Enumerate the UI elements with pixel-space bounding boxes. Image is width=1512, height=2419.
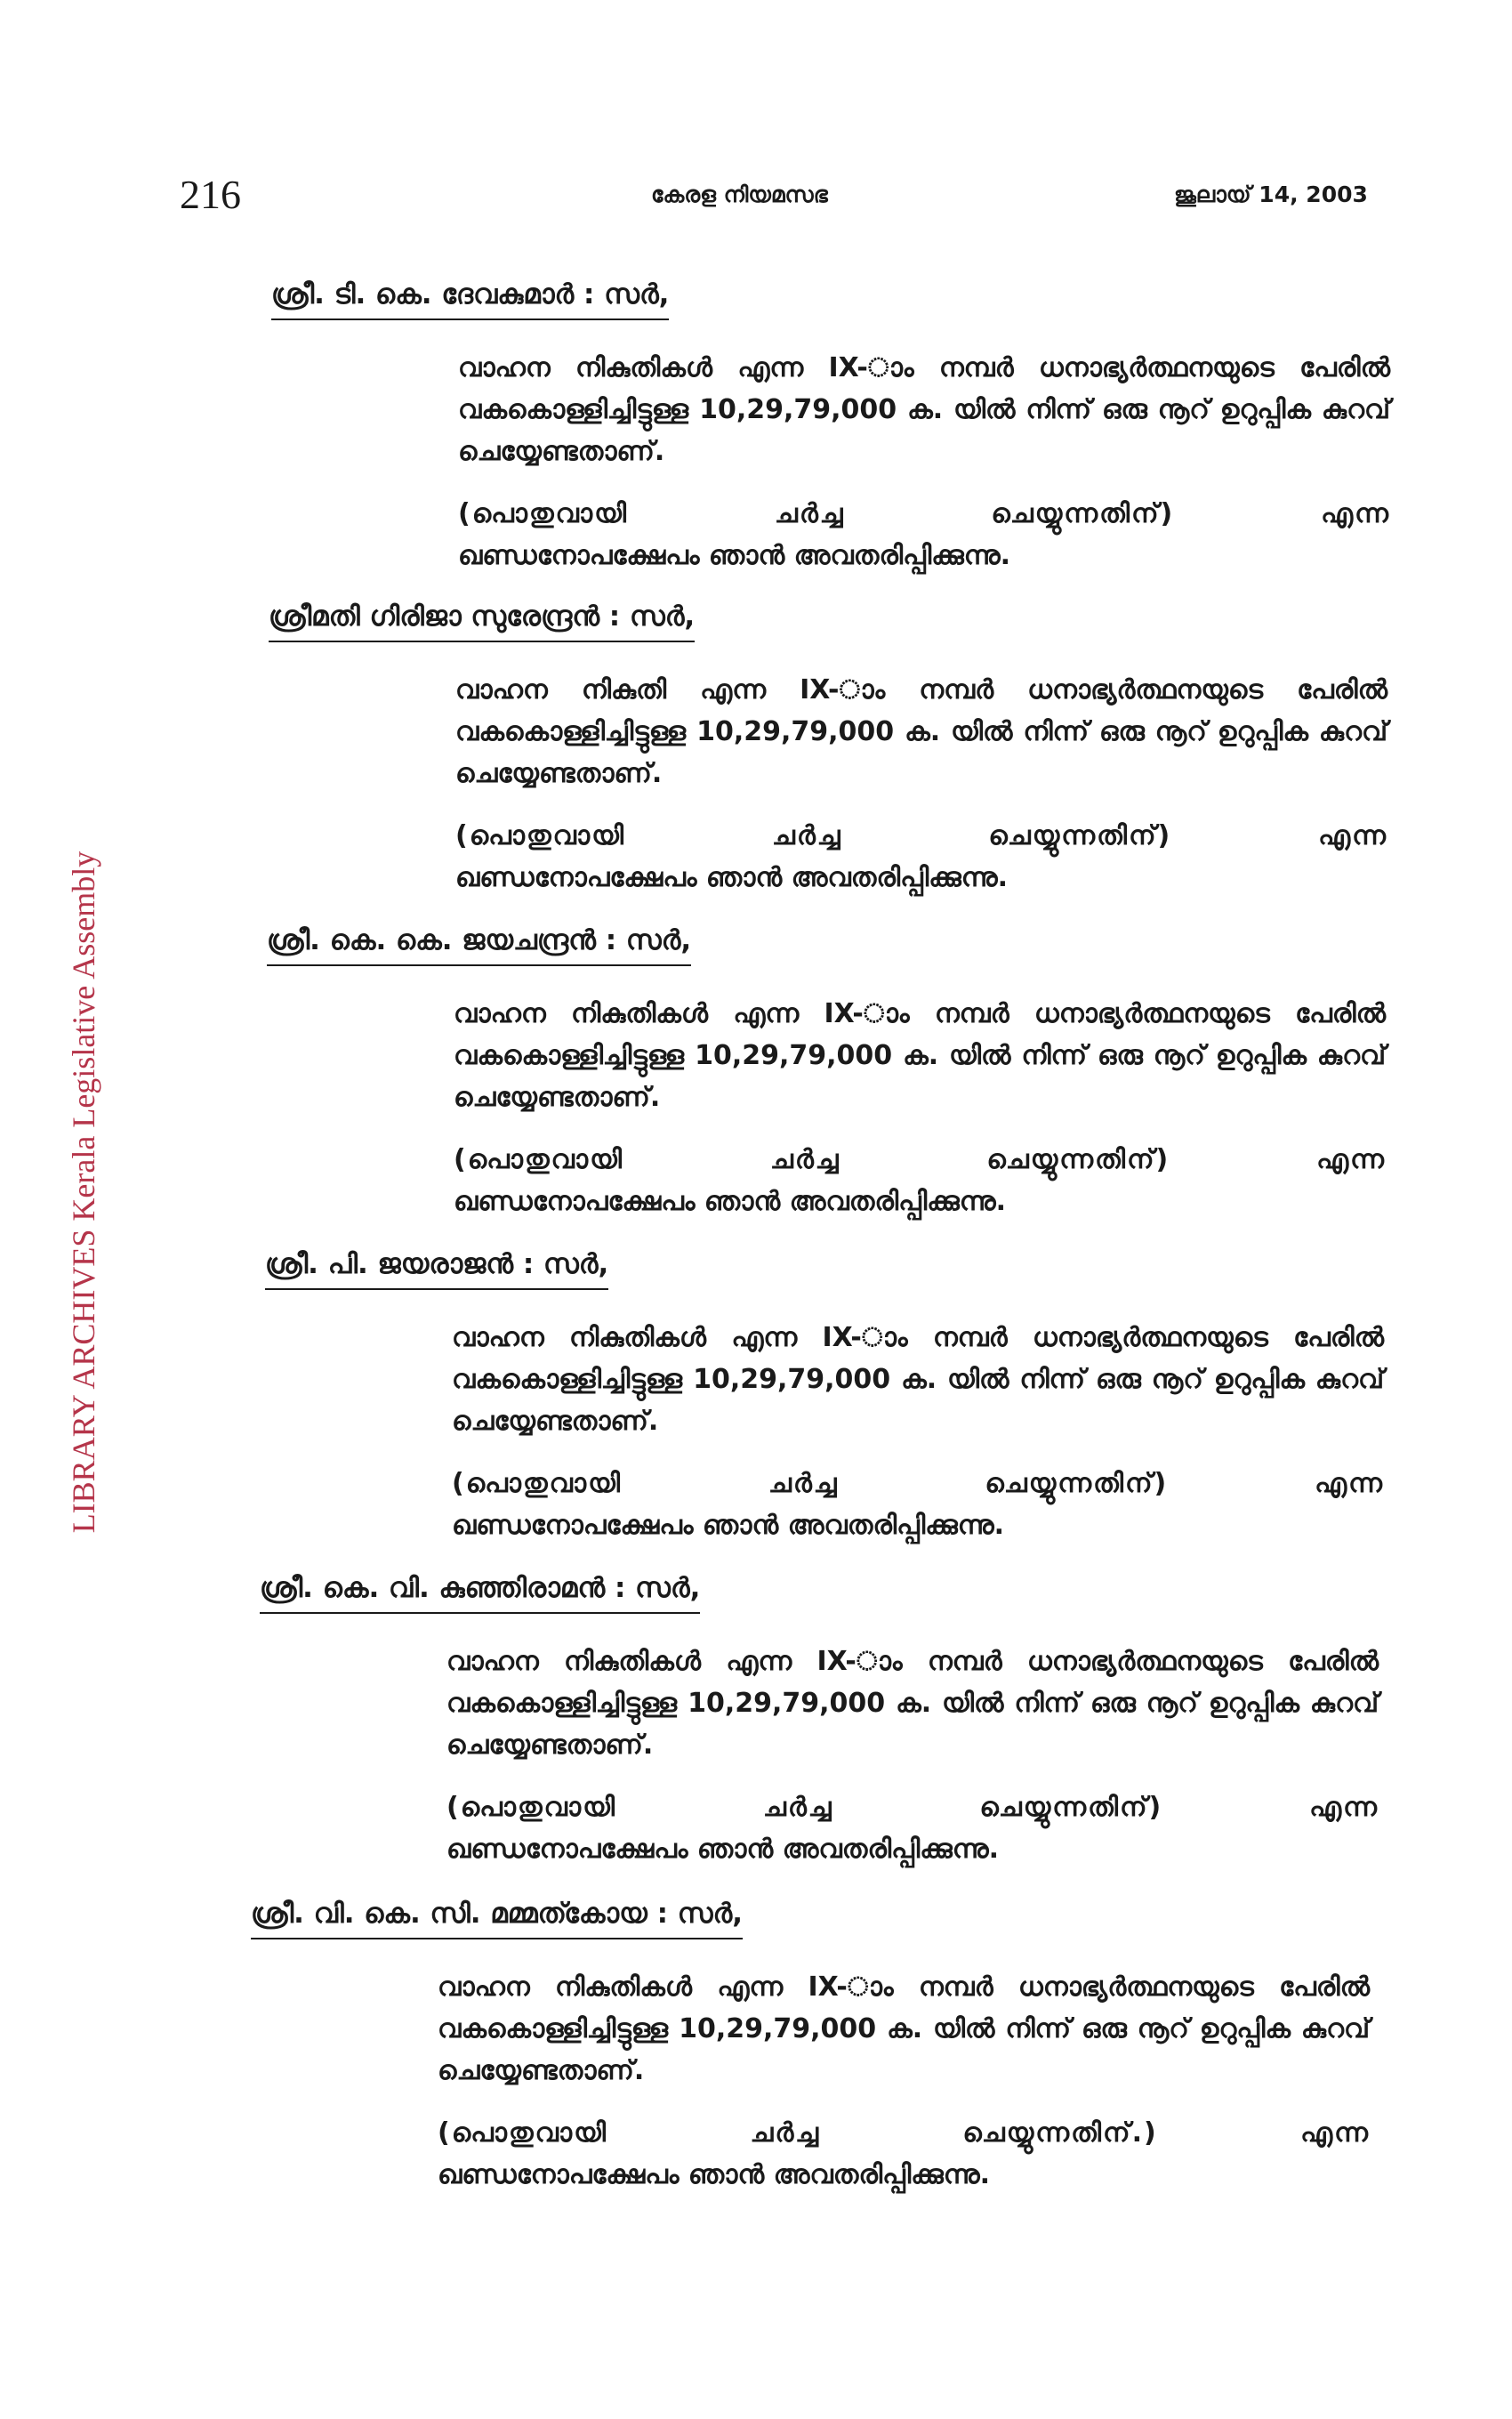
archive-watermark-text: LIBRARY ARCHIVES Kerala Legislative Assembly [66,851,101,1534]
speaker-name: ശ്രീ. പി. ജയരാജൻ : സർ, [265,1246,608,1290]
closing-word: ചെയ്യുന്നതിന്.) [962,2117,1158,2149]
cut-motion-text: വാഹന നികുതികൾ എന്ന IX-ാം നമ്പർ ധനാഭ്യർത്ഥനയുടെ പേരിൽ വകകൊള്ളിച്ചിട്ടുള്ള 10,29,79,000 ക. യിൽ നിന്ന് ഒരു നൂറ് ഉറുപ്പിക കുറവ് ചെയ്യേണ്ടതാണ്. [446,1646,1379,1761]
closing-word: ചർച്ച [774,498,845,529]
cut-motion-text: വാഹന നികുതികൾ എന്ന IX-ാം നമ്പർ ധനാഭ്യർത്ഥനയുടെ പേരിൽ വകകൊള്ളിച്ചിട്ടുള്ള 10,29,79,000 ക. യിൽ നിന്ന് ഒരു നൂറ് ഉറുപ്പിക കുറവ് ചെയ്യേണ്ടതാണ്. [452,1322,1384,1437]
closing-word: ചർച്ച [750,2117,821,2149]
closing-word: (പൊതുവായി [438,2117,608,2149]
closing-line: ഖണ്ഡനോപക്ഷേപം ഞാൻ അവതരിപ്പിക്കുന്നു. [438,2159,991,2190]
closing-word: (പൊതുവായി [458,498,629,529]
closing-word: ചെയ്യുന്നതിന്) [986,1144,1170,1175]
header-date: ജൂലായ് 14, 2003 [1174,181,1368,207]
cut-motion-text: വാഹന നികുതി എന്ന IX-ാം നമ്പർ ധനാഭ്യർത്ഥനയുടെ പേരിൽ വകകൊള്ളിച്ചിട്ടുള്ള 10,29,79,000 ക. യിൽ നിന്ന് ഒരു നൂറ് ഉറുപ്പിക കുറവ് ചെയ്യേണ്ടതാണ്. [455,674,1387,789]
speaker-name: ശ്രീ. കെ. വി. കുഞ്ഞിരാമൻ : സർ, [260,1569,700,1614]
closing-line: ഖണ്ഡനോപക്ഷേപം ഞാൻ അവതരിപ്പിക്കുന്നു. [454,1186,1007,1217]
closing-word: (പൊതുവായി [452,1468,623,1499]
motion-closing [452,1463,1384,1546]
cut-motion-text: വാഹന നികുതികൾ എന്ന IX-ാം നമ്പർ ധനാഭ്യർത്ഥനയുടെ പേരിൽ വകകൊള്ളിച്ചിട്ടുള്ള 10,29,79,000 ക. യിൽ നിന്ന് ഒരു നൂറ് ഉറുപ്പിക കുറവ് ചെയ്യേണ്ടതാണ്. [454,998,1386,1113]
closing-word: (പൊതുവായി [455,820,626,851]
motion-closing [455,815,1387,899]
speaker-name: ശ്രീമതി ഗിരിജാ സുരേന്ദ്രൻ : സർ, [269,598,695,642]
motion-closing [438,2112,1370,2196]
page-number: 216 [180,172,241,217]
closing-word: എന്ന [1321,498,1390,529]
closing-word: എന്ന [1309,1792,1379,1823]
closing-word: എന്ന [1316,1144,1386,1175]
cut-motion-text: വാഹന നികുതികൾ എന്ന IX-ാം നമ്പർ ധനാഭ്യർത്ഥനയുടെ പേരിൽ വകകൊള്ളിച്ചിട്ടുള്ള 10,29,79,000 ക. യിൽ നിന്ന് ഒരു നൂറ് ഉറുപ്പിക കുറവ് ചെയ്യേണ്ടതാണ്. [458,352,1390,467]
closing-word: (പൊതുവായി [446,1792,617,1823]
cut-motion-text: വാഹന നികുതികൾ എന്ന IX-ാം നമ്പർ ധനാഭ്യർത്ഥനയുടെ പേരിൽ വകകൊള്ളിച്ചിട്ടുള്ള 10,29,79,000 ക. യിൽ നിന്ന് ഒരു നൂറ് ഉറുപ്പിക കുറവ് ചെയ്യേണ്ടതാണ്. [438,1971,1370,2086]
closing-word: ചർച്ച [771,820,842,851]
closing-word: ചെയ്യുന്നതിന്) [979,1792,1163,1823]
closing-word: ചർച്ച [769,1144,840,1175]
speaker-name: ശ്രീ. കെ. കെ. ജയചന്ദ്രൻ : സർ, [267,922,691,966]
motion-closing [458,493,1390,577]
motion-closing [446,1786,1379,1870]
closing-word: എന്ന [1315,1468,1384,1499]
closing-word: ചെയ്യുന്നതിന്) [988,820,1172,851]
speaker-name: ശ്രീ. വി. കെ. സി. മമ്മത്കോയ : സർ, [251,1895,743,1939]
closing-line: ഖണ്ഡനോപക്ഷേപം ഞാൻ അവതരിപ്പിക്കുന്നു. [455,862,1009,893]
closing-word: ചെയ്യുന്നതിന്) [991,498,1175,529]
closing-line: ഖണ്ഡനോപക്ഷേപം ഞാൻ അവതരിപ്പിക്കുന്നു. [446,1834,1000,1865]
closing-line: ഖണ്ഡനോപക്ഷേപം ഞാൻ അവതരിപ്പിക്കുന്നു. [452,1510,1005,1541]
speaker-name: ശ്രീ. ടി. കെ. ദേവകുമാർ : സർ, [271,276,669,320]
closing-word: എന്ന [1300,2117,1370,2149]
closing-word: ചെയ്യുന്നതിന്) [985,1468,1169,1499]
closing-word: (പൊതുവായി [454,1144,624,1175]
motion-closing [454,1139,1386,1222]
running-header-title: കേരള നിയമസഭ [651,181,828,207]
closing-word: ചർച്ച [768,1468,839,1499]
closing-word: ചർച്ച [762,1792,833,1823]
closing-line: ഖണ്ഡനോപക്ഷേപം ഞാൻ അവതരിപ്പിക്കുന്നു. [458,540,1011,571]
archive-watermark [64,851,103,1534]
closing-word: എന്ന [1318,820,1387,851]
